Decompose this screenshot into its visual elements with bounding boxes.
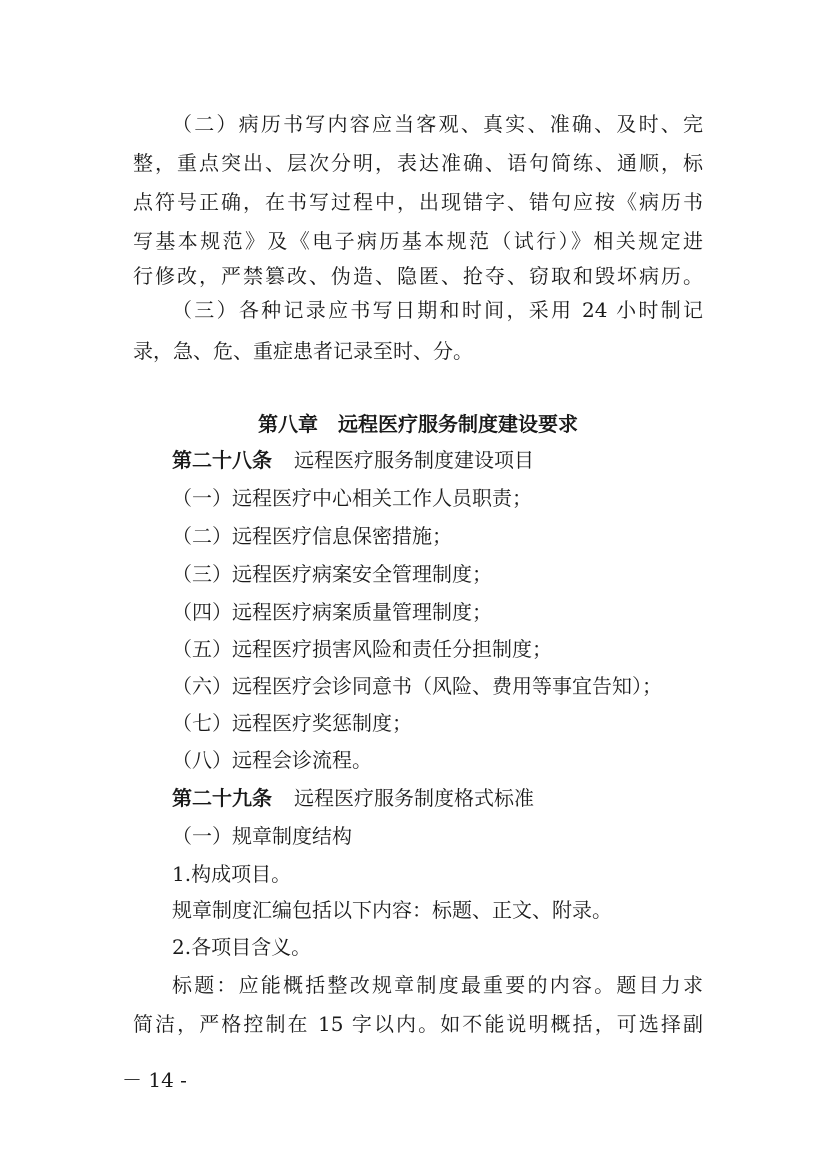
paragraph-3-line-1: （三）各种记录应书写日期和时间，采用 24 小时制记 <box>172 298 703 322</box>
article-28-heading <box>172 446 534 474</box>
article-29-line-4: 2.各项目含义。 <box>172 935 312 959</box>
paragraph-2-line-1: （二）病历书写内容应当客观、真实、准确、及时、完 <box>172 112 703 136</box>
article-29-line-2: 1.构成项目。 <box>172 862 292 886</box>
paragraph-2-line-3: 点符号正确，在书写过程中，出现错字、错句应按《病历书 <box>133 190 703 214</box>
page-number: － 14 - <box>122 1068 187 1092</box>
article-28-item-3: （三）远程医疗病案安全管理制度； <box>172 562 492 586</box>
article-29-title: 远程医疗服务制度格式标准 <box>294 786 534 810</box>
chapter-heading: 第八章 远程医疗服务制度建设要求 <box>258 412 578 436</box>
article-28-title: 远程医疗服务制度建设项目 <box>294 448 534 472</box>
paragraph-2-line-2: 整，重点突出、层次分明，表达准确、语句简练、通顺，标 <box>133 151 703 175</box>
article-29-closing-line-2: 简洁，严格控制在 15 字以内。如不能说明概括，可选择副 <box>133 1012 703 1036</box>
article-28-item-1: （一）远程医疗中心相关工作人员职责； <box>172 486 532 510</box>
article-29-number: 第二十九条 <box>172 786 272 810</box>
paragraph-2-line-4: 写基本规范》及《电子病历基本规范（试行）》相关规定进 <box>133 229 703 253</box>
article-29-heading <box>172 784 534 812</box>
article-29-closing-line-1: 标题：应能概括整改规章制度最重要的内容。题目力求 <box>172 973 703 997</box>
article-28-item-4: （四）远程医疗病案质量管理制度； <box>172 600 492 624</box>
article-28-item-5: （五）远程医疗损害风险和责任分担制度； <box>172 637 552 661</box>
article-28-item-8: （八）远程会诊流程。 <box>172 748 372 772</box>
article-28-item-6: （六）远程医疗会诊同意书（风险、费用等事宜告知）； <box>172 674 662 698</box>
article-28-number: 第二十八条 <box>172 448 272 472</box>
paragraph-2-line-5: 行修改，严禁篡改、伪造、隐匿、抢夺、窃取和毁坏病历。 <box>133 264 703 288</box>
article-29-line-1: （一）规章制度结构 <box>172 824 352 848</box>
article-28-item-2: （二）远程医疗信息保密措施； <box>172 524 452 548</box>
article-29-line-3: 规章制度汇编包括以下内容：标题、正文、附录。 <box>172 898 612 922</box>
paragraph-3-line-2: 录，急、危、重症患者记录至时、分。 <box>133 339 473 363</box>
article-28-item-7: （七）远程医疗奖惩制度； <box>172 711 412 735</box>
